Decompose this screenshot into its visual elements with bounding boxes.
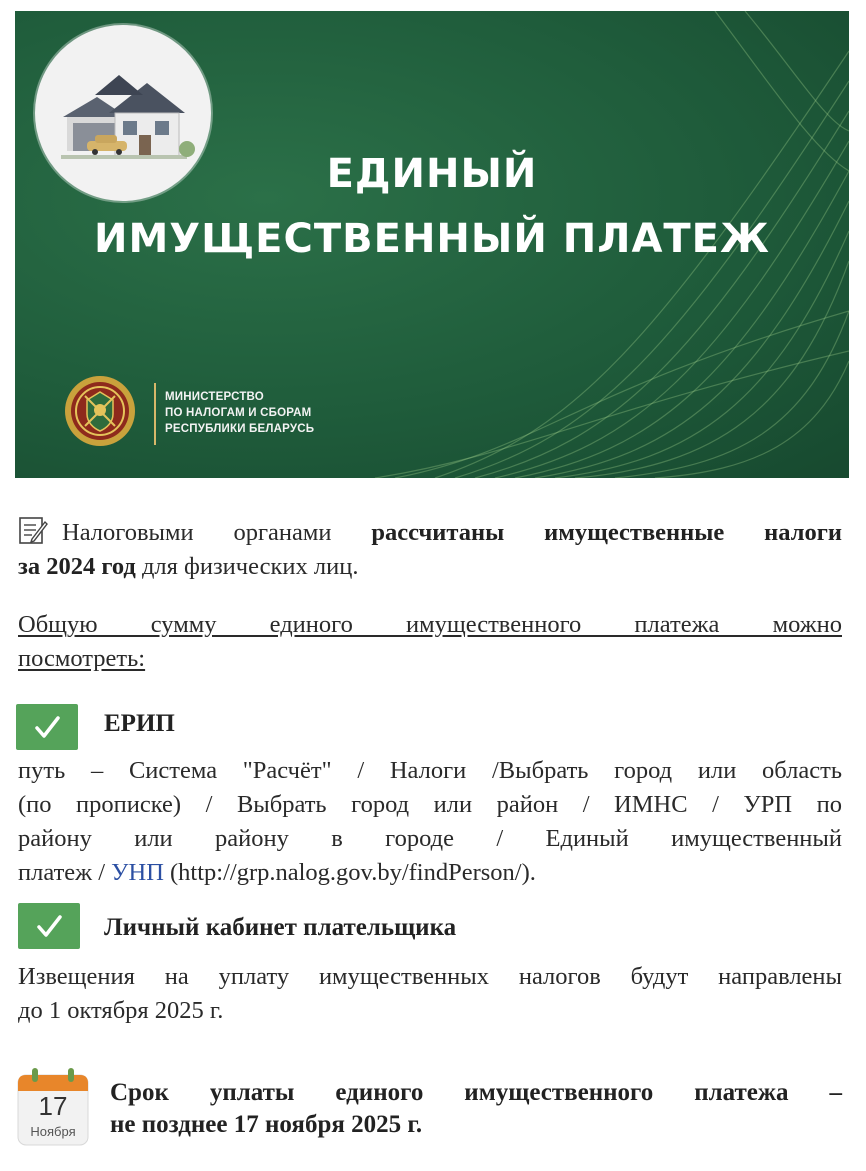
- cabinet-line2: до 1 октября 2025 г.: [18, 997, 224, 1024]
- view-sum-line1: Общую сумму единого имущественного платежа можно: [18, 611, 842, 638]
- check-mark-icon: [16, 704, 78, 750]
- ministry-line3: РЕСПУБЛИКИ БЕЛАРУСЬ: [165, 423, 315, 435]
- deadline-line2: не позднее 17 ноября 2025 г.: [110, 1111, 423, 1138]
- calendar-day: 17: [38, 1091, 68, 1121]
- ministry-line1: МИНИСТЕРСТВО: [165, 391, 264, 403]
- house-illustration: [35, 25, 211, 201]
- erip-path-end: платеж /: [18, 859, 112, 886]
- erip-title: ЕРИП: [104, 710, 175, 737]
- calendar-month: Ноября: [30, 1124, 76, 1139]
- view-sum-line2: посмотреть:: [18, 645, 146, 672]
- banner-title-line1: ЕДИНЫЙ: [326, 151, 538, 197]
- intro-text-part2: для физических лиц.: [135, 553, 359, 580]
- intro-bold-year: за 2024 год: [18, 553, 136, 580]
- erip-check-badge: [16, 704, 78, 750]
- house-icon: [35, 25, 211, 201]
- ministry-emblem-icon: [63, 374, 137, 448]
- intro-line1: [18, 515, 842, 550]
- ministry-divider: [154, 383, 156, 445]
- erip-url: (http://grp.nalog.gov.by/findPerson/).: [163, 859, 536, 886]
- intro-line2: [18, 550, 842, 584]
- ministry-line2: ПО НАЛОГАМ И СБОРАМ: [165, 407, 312, 419]
- intro-text-part1: Налоговыми органами: [62, 519, 372, 546]
- deadline-line1: Срок уплаты единого имущественного платежа –: [110, 1079, 842, 1106]
- memo-icon: [18, 515, 48, 545]
- banner-title-line2: ИМУЩЕСТВЕННЫЙ ПЛАТЕЖ: [94, 216, 770, 262]
- erip-line3: району или району в городе / Единый имущественный: [18, 825, 842, 852]
- ministry-name: [165, 389, 314, 437]
- banner: [15, 11, 849, 478]
- cabinet-title: Личный кабинет плательщика: [104, 914, 457, 941]
- intro-bold-taxes: рассчитаны имущественные налоги: [371, 519, 842, 546]
- erip-line1: путь – Система "Расчёт" / Налоги /Выбрать город или область: [18, 757, 842, 784]
- deadline-text: [110, 1077, 842, 1141]
- check-mark-icon: [18, 903, 80, 949]
- erip-line4: [18, 856, 842, 890]
- intro-paragraph: [18, 515, 842, 584]
- unp-link[interactable]: УНП: [111, 859, 164, 886]
- cabinet-line1: Извещения на уплату имущественных налогов будут направлены: [18, 963, 842, 990]
- cabinet-check-badge: [18, 903, 80, 949]
- erip-line2: (по прописке) / Выбрать город или район / ИМНС / УРП по: [18, 791, 842, 818]
